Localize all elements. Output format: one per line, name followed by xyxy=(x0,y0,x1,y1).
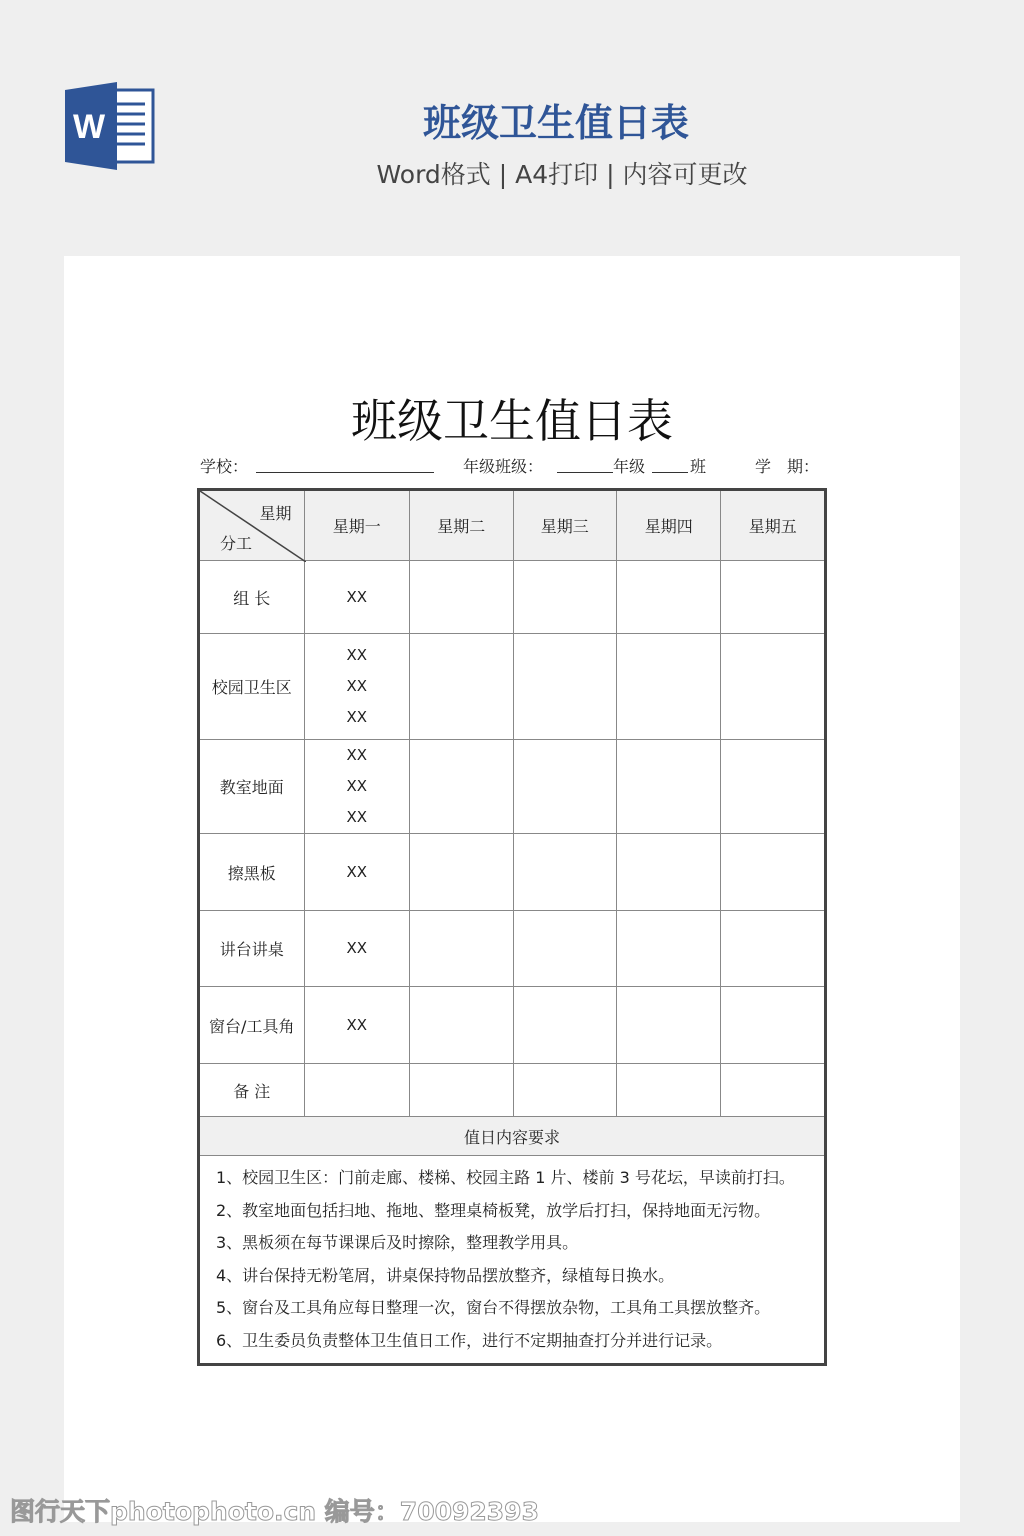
cell-empty[interactable] xyxy=(616,987,720,1064)
assignee: XX xyxy=(346,646,368,664)
table-row xyxy=(199,987,826,1064)
cell-empty[interactable] xyxy=(513,1064,616,1117)
assignee: XX xyxy=(346,777,368,795)
assignee: XX xyxy=(346,808,368,826)
assignee: XX xyxy=(346,1015,368,1034)
assignee: XX xyxy=(346,939,368,957)
term-label: 学 期： xyxy=(755,457,820,476)
requirement-item: 3、黑板须在每节课课后及时擦除，整理教学用具。 xyxy=(216,1233,579,1252)
school-label: 学校： xyxy=(200,457,249,476)
cell-empty[interactable] xyxy=(513,561,616,634)
day-header: 星期三 xyxy=(513,490,616,561)
cell-empty[interactable] xyxy=(616,834,720,911)
cell-monday[interactable] xyxy=(304,911,410,987)
corner-bottom: 分工 xyxy=(220,534,253,553)
cell-empty[interactable] xyxy=(616,634,720,740)
cell-empty[interactable] xyxy=(616,1064,720,1117)
cell-empty[interactable] xyxy=(410,561,513,634)
cell-monday[interactable] xyxy=(304,834,410,911)
table-row xyxy=(199,834,826,911)
table-row xyxy=(199,634,826,740)
cell-empty[interactable] xyxy=(513,740,616,834)
header-title: 班级卫生值日表 xyxy=(422,101,689,145)
header-subtitle: Word格式 | A4打印 | 内容可更改 xyxy=(376,160,748,189)
cell-empty[interactable] xyxy=(721,561,826,634)
duty-label: 教室地面 xyxy=(199,740,305,834)
cell-empty[interactable] xyxy=(721,740,826,834)
cell-empty[interactable] xyxy=(616,911,720,987)
cell-monday[interactable] xyxy=(304,1064,410,1117)
cell-empty[interactable] xyxy=(721,987,826,1064)
assignee: XX xyxy=(346,677,368,695)
cell-empty[interactable] xyxy=(513,834,616,911)
cell-empty[interactable] xyxy=(410,1064,513,1117)
cell-empty[interactable] xyxy=(513,987,616,1064)
cell-empty[interactable] xyxy=(410,834,513,911)
duty-label: 窗台/工具角 xyxy=(199,987,305,1064)
duty-label: 擦黑板 xyxy=(199,834,305,911)
class-field[interactable] xyxy=(652,454,688,473)
cell-monday[interactable] xyxy=(304,561,410,634)
watermark: 图行天下photophoto.cn 编号：70092393 xyxy=(10,1497,539,1526)
requirement-item: 5、窗台及工具角应每日整理一次，窗台不得摆放杂物，工具角工具摆放整齐。 xyxy=(216,1298,771,1317)
duty-label: 备 注 xyxy=(199,1064,305,1117)
cell-empty[interactable] xyxy=(721,1064,826,1117)
cell-empty[interactable] xyxy=(410,740,513,834)
cell-empty[interactable] xyxy=(616,561,720,634)
requirements-title: 值日内容要求 xyxy=(199,1117,826,1156)
form-line xyxy=(200,454,830,478)
grade-field[interactable] xyxy=(557,454,613,473)
day-header: 星期二 xyxy=(410,490,513,561)
cell-empty[interactable] xyxy=(616,740,720,834)
corner-cell xyxy=(199,490,305,561)
requirement-item: 1、校园卫生区：门前走廊、楼梯、校园主路 1 片、楼前 3 号花坛，早读前打扫。 xyxy=(216,1168,795,1187)
cell-empty[interactable] xyxy=(721,911,826,987)
table-row xyxy=(199,911,826,987)
cell-empty[interactable] xyxy=(513,911,616,987)
cell-monday[interactable] xyxy=(304,987,410,1064)
table-row xyxy=(199,740,826,834)
requirements-list xyxy=(199,1156,826,1365)
cell-monday[interactable] xyxy=(304,740,410,834)
class-suffix: 班 xyxy=(690,457,707,476)
cell-empty[interactable] xyxy=(721,834,826,911)
requirement-item: 2、教室地面包括扫地、拖地、整理桌椅板凳，放学后打扫，保持地面无污物。 xyxy=(216,1200,771,1220)
day-header: 星期四 xyxy=(616,490,720,561)
duty-label: 讲台讲桌 xyxy=(199,911,305,987)
school-field[interactable] xyxy=(256,454,434,473)
grade-suffix: 年级 xyxy=(613,457,646,476)
svg-text:W: W xyxy=(72,108,106,146)
duty-table xyxy=(197,488,827,1366)
assignee: XX xyxy=(346,708,368,726)
class-label: 年级班级： xyxy=(463,457,544,476)
cell-monday[interactable] xyxy=(304,634,410,740)
table-row xyxy=(199,561,826,634)
duty-label: 校园卫生区 xyxy=(199,634,305,740)
cell-empty[interactable] xyxy=(410,987,513,1064)
table-row xyxy=(199,1064,826,1117)
document-title: 班级卫生值日表 xyxy=(351,394,673,448)
cell-empty[interactable] xyxy=(410,911,513,987)
assignee: XX xyxy=(346,587,368,606)
day-header: 星期五 xyxy=(721,490,826,561)
cell-empty[interactable] xyxy=(513,634,616,740)
requirement-item: 6、卫生委员负责整体卫生值日工作，进行不定期抽查打分并进行记录。 xyxy=(216,1330,723,1350)
requirement-item: 4、讲台保持无粉笔屑，讲桌保持物品摆放整齐，绿植每日换水。 xyxy=(216,1265,675,1285)
corner-top: 星期 xyxy=(259,504,292,523)
cell-empty[interactable] xyxy=(721,634,826,740)
day-header: 星期一 xyxy=(304,490,410,561)
assignee: XX xyxy=(346,862,368,881)
assignee: XX xyxy=(346,746,368,764)
cell-empty[interactable] xyxy=(410,634,513,740)
duty-label: 组 长 xyxy=(199,561,305,634)
